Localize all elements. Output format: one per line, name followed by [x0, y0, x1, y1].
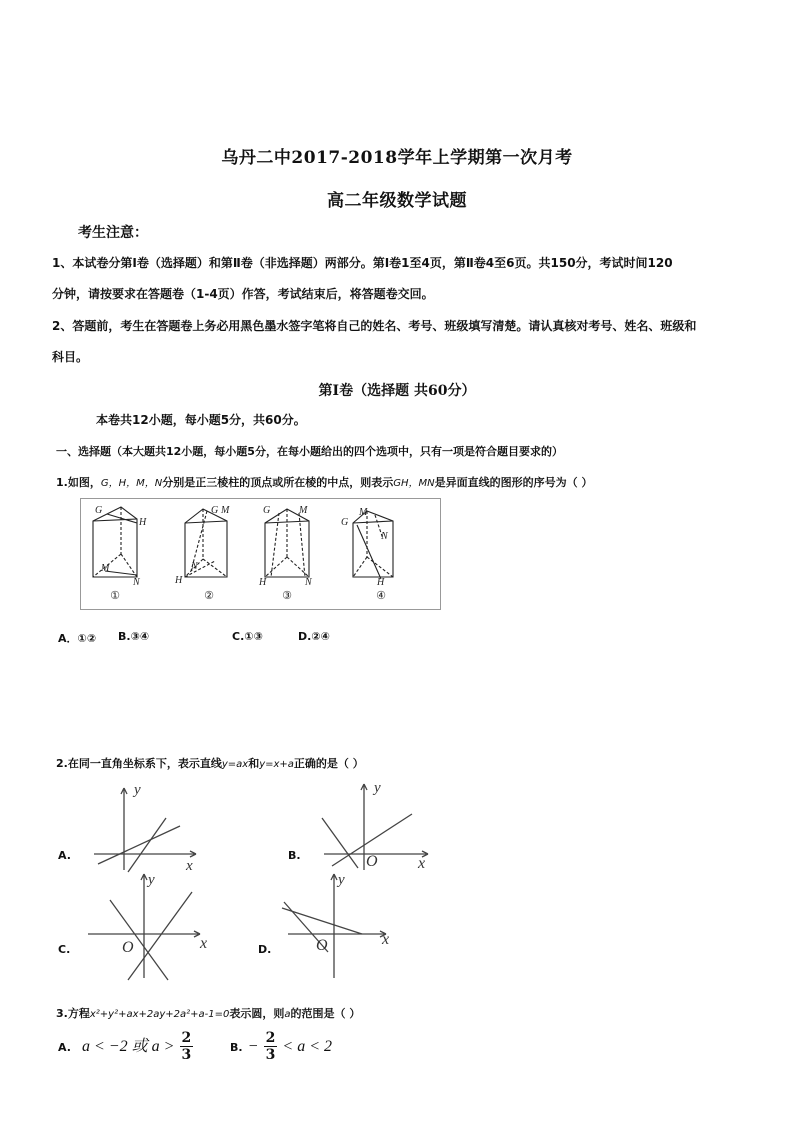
q1-fig2-label-h: H [175, 575, 183, 586]
q1-fig1-label-h: H [139, 517, 147, 528]
q3-option-a-math: a < −2 或 a > [82, 1038, 175, 1055]
q1-fig1-label-n: N [133, 577, 140, 588]
q2-label-a[interactable]: A. [58, 849, 71, 862]
q1-figure-frame [80, 498, 441, 610]
q3-text-b: 表示圆，则 [229, 1007, 285, 1020]
q2-d-origin: O [316, 937, 328, 954]
q1-text-c: 是异面直线的图形的序号为（ ） [434, 476, 593, 489]
q2-graph-a [88, 780, 208, 875]
q3-var: a [284, 1009, 291, 1020]
q1-fig3-label-m: M [299, 505, 308, 516]
q3-option-b-math: < a < 2 [282, 1038, 332, 1055]
q3-option-b-numerator: 2 [265, 1030, 276, 1046]
q3-option-b[interactable] [230, 1030, 332, 1063]
notes-item-1-line-1: 1、本试卷分第Ⅰ卷（选择题）和第Ⅱ卷（非选择题）两部分。第Ⅰ卷1至4页，第Ⅱ卷4至6页。共150分，考试时间120 [52, 256, 673, 270]
section-heading: 一、选择题（本大题共12小题，每小题5分，在每小题给出的四个选项中，只有一项是符合题目要求的） [56, 445, 563, 458]
q2-text-b: 和 [248, 757, 260, 770]
question-2-stem [56, 755, 364, 771]
notes-heading: 考生注意： [78, 225, 148, 241]
q1-fig2-label-n: N [191, 561, 198, 572]
q1-option-a[interactable]: A．①② [58, 632, 97, 645]
q1-prism-figures [81, 499, 440, 609]
q1-option-b[interactable]: B.③④ [118, 630, 150, 643]
q2-c-origin: O [122, 939, 134, 956]
notes-item-2-line-2: 科目。 [52, 350, 89, 364]
q2-label-d[interactable]: D. [258, 943, 272, 956]
q1-fig3-label-g: G [263, 505, 271, 516]
q2-text-a: 2.在同一直角坐标系下，表示直线 [56, 757, 222, 770]
q3-equation: x²+y²+ax+2ay+2a²+a-1=0 [89, 1009, 230, 1020]
q1-option-d[interactable]: D.②④ [298, 630, 330, 643]
q1-fig-label-1: ① [110, 590, 120, 602]
q2-b-y-label: y [374, 780, 381, 796]
notes-item-2-line-1: 2、答题前，考生在答题卷上务必用黑色墨水签字笔将自己的姓名、考号、班级填写清楚。请认真核对考号、姓名、班级和 [52, 319, 697, 333]
q3-option-a-fraction [180, 1030, 194, 1063]
q3-option-a-denominator: 3 [181, 1047, 192, 1063]
q2-label-b[interactable]: B. [288, 849, 301, 862]
q1-fig-label-2: ② [204, 590, 214, 602]
q2-a-x-label: x [186, 858, 193, 874]
q2-d-y-label: y [338, 872, 345, 888]
q1-text-b: 分别是正三棱柱的顶点或所在棱的中点，则表示 [162, 476, 394, 489]
q1-vars: G，H，M，N [100, 478, 163, 489]
q1-option-c[interactable]: C.①③ [232, 630, 263, 643]
q1-fig2-label-m: M [221, 505, 230, 516]
notes-item-2 [52, 311, 742, 373]
q2-eq1: y=ax [221, 759, 249, 770]
notes-item-1 [52, 248, 742, 310]
q3-option-b-minus: − [247, 1038, 259, 1055]
q2-graph-b [318, 778, 436, 873]
q1-fig4-label-h: H [377, 577, 385, 588]
q1-text-a: 1.如图， [56, 476, 101, 489]
q3-option-a-label: A. [58, 1041, 71, 1054]
q2-a-y-label: y [134, 782, 141, 798]
q2-eq2: y=x+a [259, 759, 294, 770]
question-3-stem [56, 1005, 360, 1021]
q3-option-b-fraction [264, 1030, 278, 1063]
q2-c-y-label: y [148, 872, 155, 888]
part1-description: 本卷共12小题，每小题5分，共60分。 [96, 413, 306, 427]
question-1-stem [56, 474, 592, 490]
q3-option-a[interactable] [58, 1030, 193, 1063]
q3-option-a-numerator: 2 [181, 1030, 192, 1046]
q1-fig3-label-n: N [305, 577, 312, 588]
q2-d-x-label: x [382, 931, 390, 948]
q1-fig4-label-g: G [341, 517, 349, 528]
q1-fig4-label-m: M [359, 507, 368, 518]
q1-fig3-label-h: H [259, 577, 267, 588]
part1-heading: 第Ⅰ卷（选择题 共60分） [318, 383, 476, 399]
q2-text-c: 正确的是（ ） [293, 757, 364, 770]
q2-graph-d [278, 870, 402, 982]
q1-fig2-label-g: G [211, 505, 219, 516]
exam-title: 乌丹二中2017-2018学年上学期第一次月考 [221, 148, 573, 168]
q1-fig-label-3: ③ [282, 590, 292, 602]
q2-b-x-label: x [418, 855, 426, 872]
q2-c-x-label: x [200, 935, 208, 952]
q2-label-c[interactable]: C. [58, 943, 71, 956]
q2-b-origin: O [366, 853, 378, 870]
q1-fig-label-4: ④ [376, 590, 386, 602]
q3-option-b-denominator: 3 [265, 1047, 276, 1063]
q3-option-b-label: B. [230, 1041, 243, 1054]
q1-vars2: GH，MN [393, 478, 435, 489]
q1-fig1-label-m: M [101, 563, 110, 574]
notes-item-1-line-2: 分钟，请按要求在答题卷（1-4页）作答，考试结束后，将答题卷交回。 [52, 287, 434, 301]
q1-fig1-label-g: G [95, 505, 103, 516]
q3-text-a: 3.方程 [56, 1007, 90, 1020]
q2-graph-c [88, 870, 214, 982]
q1-fig4-label-n: N [381, 531, 388, 542]
exam-subtitle: 高二年级数学试题 [327, 191, 467, 211]
q3-text-c: 的范围是（ ） [290, 1007, 361, 1020]
